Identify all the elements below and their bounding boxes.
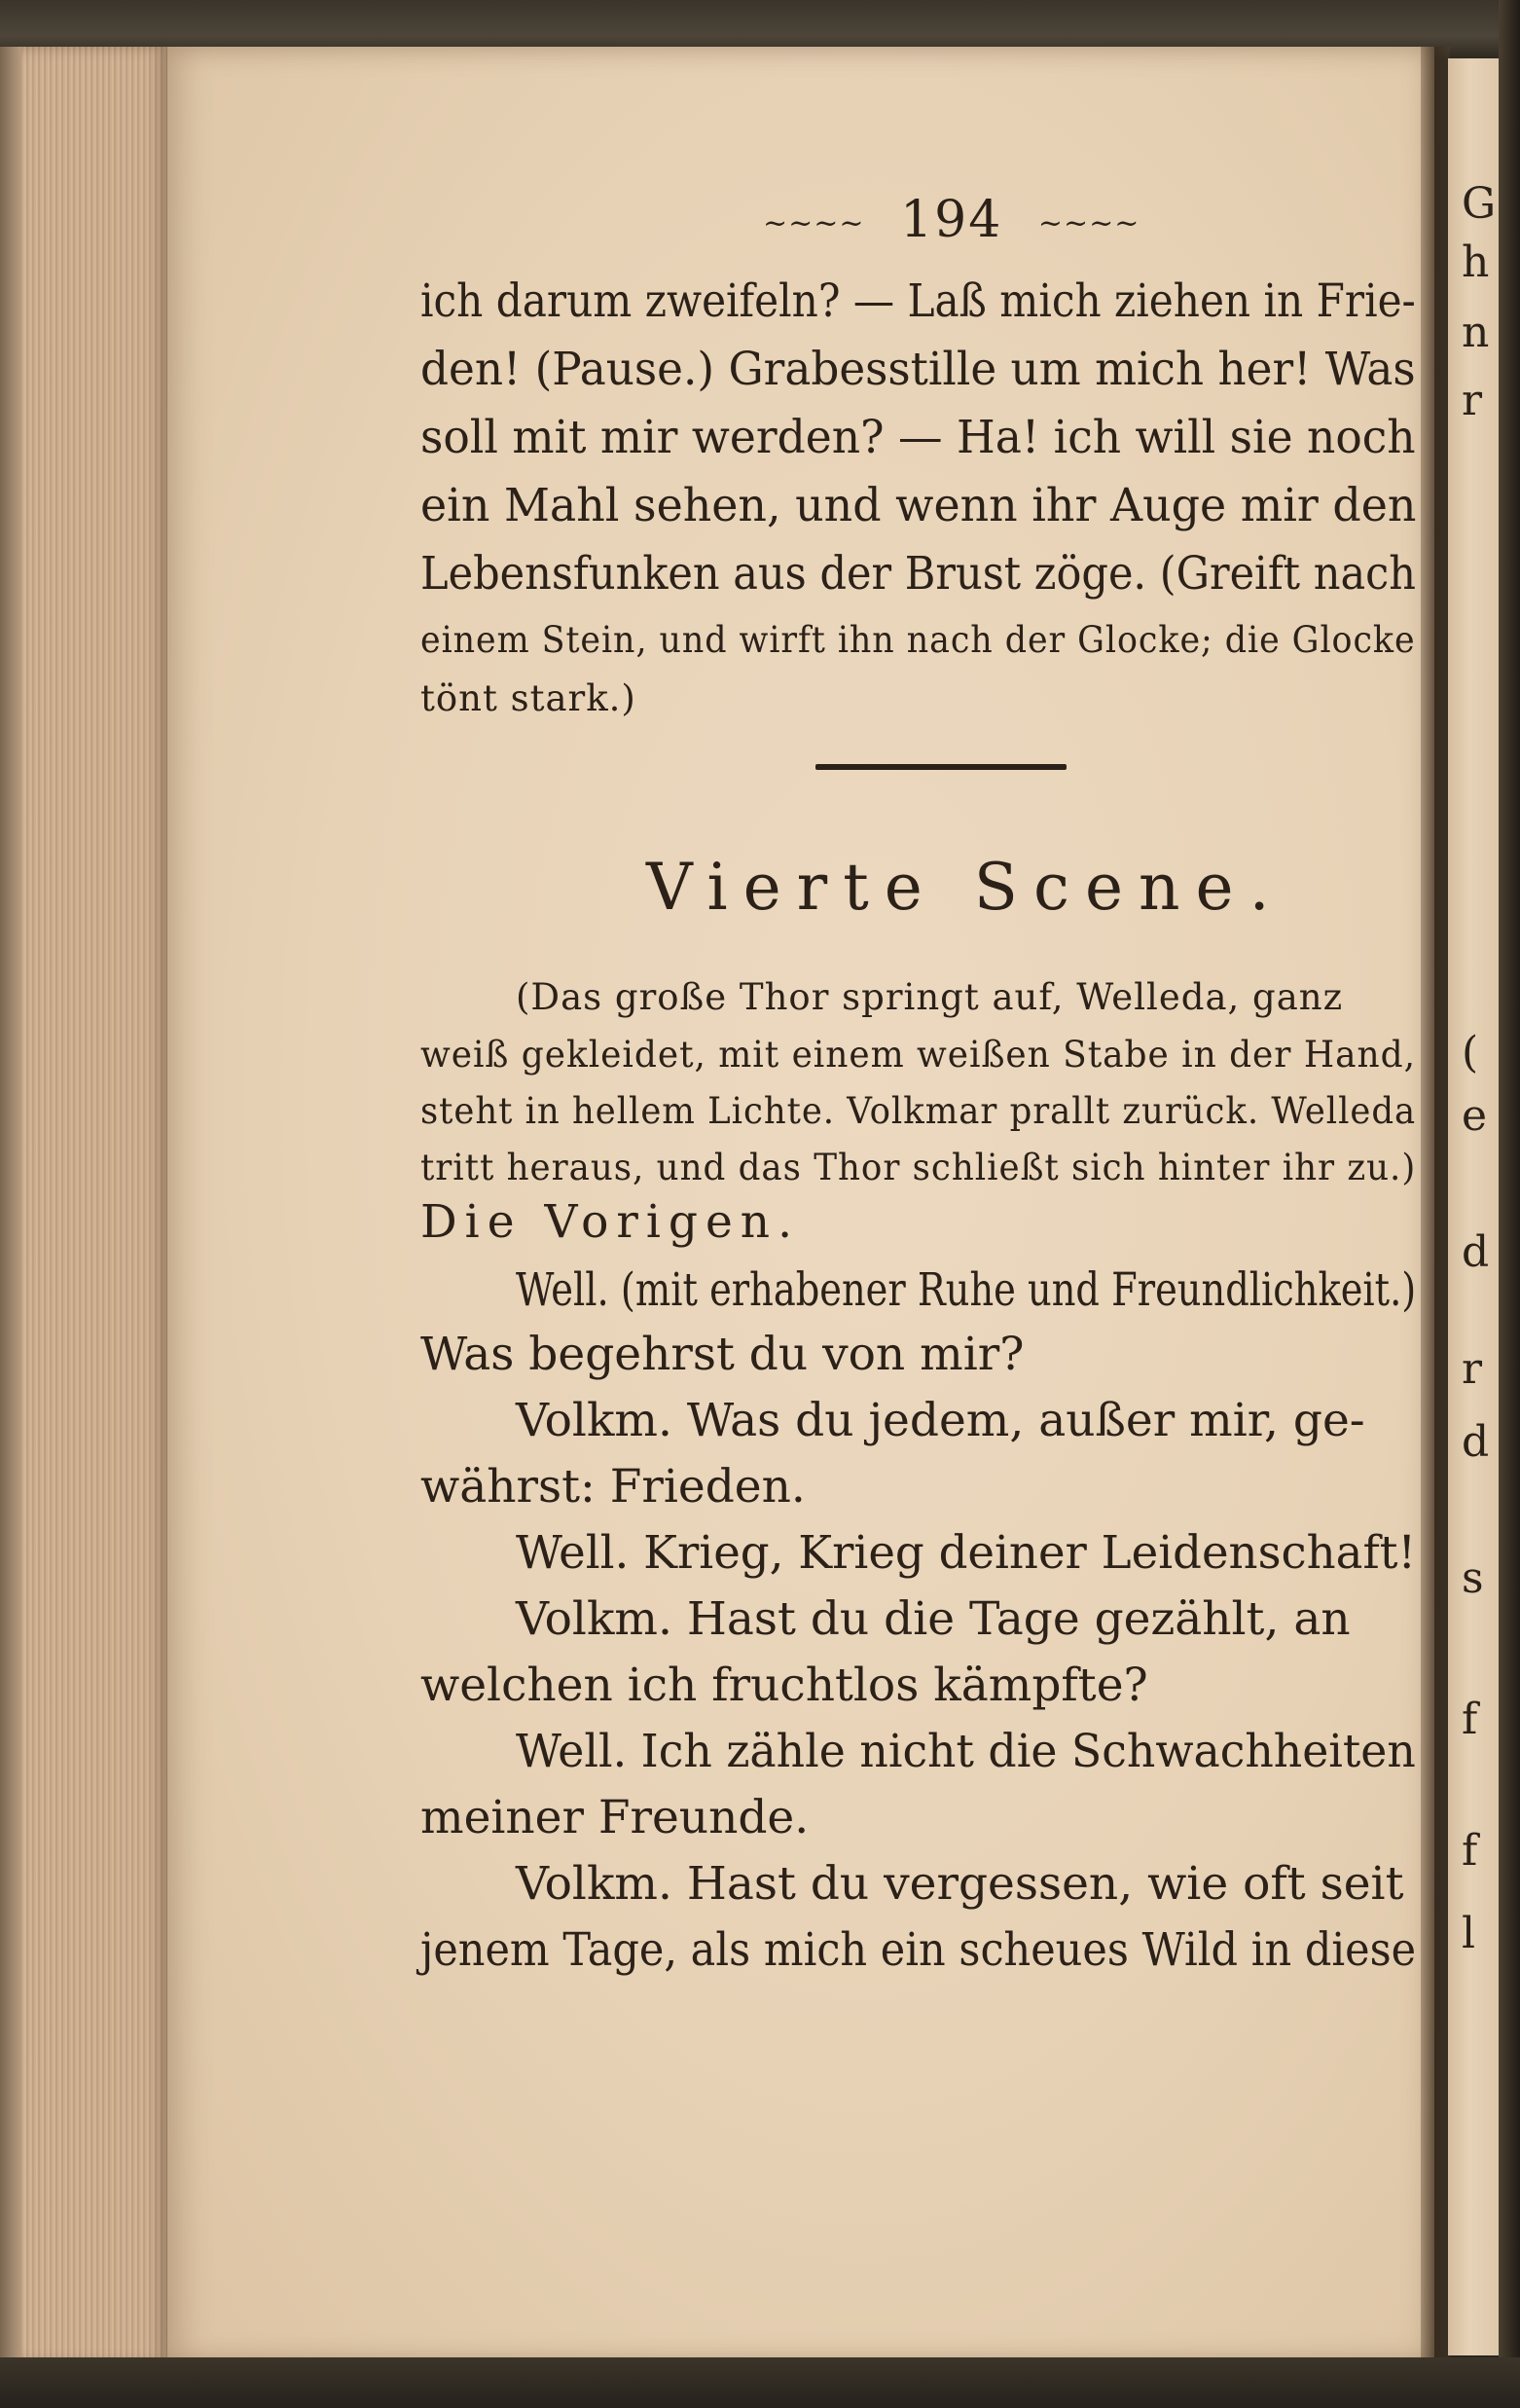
dialogue-line: Was begehrst du von mir? [420,1328,1025,1381]
next-page-fragment: r [1462,376,1483,425]
cover-bottom-edge [0,2357,1520,2408]
next-page-fragment: ( [1462,1028,1479,1077]
dialogue-line: meiner Freunde. [420,1791,810,1844]
section-divider [815,764,1067,770]
next-page-fragment: d [1462,1417,1490,1467]
next-page-fragment: f [1462,1695,1478,1744]
next-page-fragment: f [1462,1826,1478,1876]
dialogue-line: welchen ich fruchtlos kämpfte? [420,1659,1148,1712]
header-ornament-right: ~~~~ [1037,206,1140,240]
next-page-fragment: l [1462,1909,1476,1958]
header-ornament-left: ~~~~ [763,206,865,240]
dialogue-line: Well. Ich zähle nicht die Schwachheiten [516,1725,1416,1778]
dialogue-line: Volkm. Was du jedem, außer mir, ge- [516,1394,1365,1447]
next-page-fragment: e [1462,1091,1488,1141]
stage-direction-line: weiß gekleidet, mit einem weißen Stabe in der Hand, [420,1034,1416,1076]
text-line: soll mit mir werden? — Ha! ich will sie noch [420,411,1416,464]
next-page-fragment: s [1462,1553,1484,1603]
cover-right-edge [1499,0,1520,2408]
dialogue-line: Volkm. Hast du vergessen, wie oft seit [516,1857,1404,1911]
dialogue-line: Well. (mit erhabener Ruhe und Freundlichkeit.) [516,1263,1417,1317]
next-page-fragment: d [1462,1227,1490,1277]
persons-line: Die Vorigen. [420,1195,801,1249]
dialogue-line: jenem Tage, als mich ein scheues Wild in diese [420,1923,1417,1977]
text-line: ich darum zweifeln? — Laß mich ziehen in Frie- [420,274,1416,328]
text-line: den! (Pause.) Grabesstille um mich her! Was [420,343,1416,396]
next-page-fragment: r [1462,1344,1483,1394]
dialogue-line: währst: Frieden. [420,1460,806,1514]
dialogue-line: Volkm. Hast du die Tage gezählt, an [516,1592,1351,1646]
stage-direction-line: tritt heraus, und das Thor schließt sich hinter ihr zu.) [420,1147,1417,1188]
stage-direction-line: steht in hellem Lichte. Volkmar prallt zurück. Welleda [420,1090,1417,1132]
text-line: ein Mahl sehen, und wenn ihr Auge mir den [420,479,1417,532]
stage-direction-line: einem Stein, und wirft ihn nach der Glocke; die Glocke [420,619,1416,661]
binding-edge [0,47,21,2363]
next-page-fragment: G [1462,179,1497,229]
next-page-fragment: h [1462,237,1490,287]
dialogue-line: Well. Krieg, Krieg deiner Leidenschaft! [516,1526,1417,1580]
text-line: Lebensfunken aus der Brust zöge. (Greift nach [420,547,1416,601]
next-page-fragment: n [1462,308,1490,357]
stage-direction-line: (Das große Thor springt auf, Welleda, ganz [516,976,1344,1018]
stage-direction-line: tönt stark.) [420,677,636,719]
page-header [763,191,1140,249]
scene-title: Vierte Scene. [646,850,1285,925]
page-stack-edges [0,47,167,2363]
page-gutter [1421,47,1450,2363]
page-number: 194 [900,191,1003,249]
